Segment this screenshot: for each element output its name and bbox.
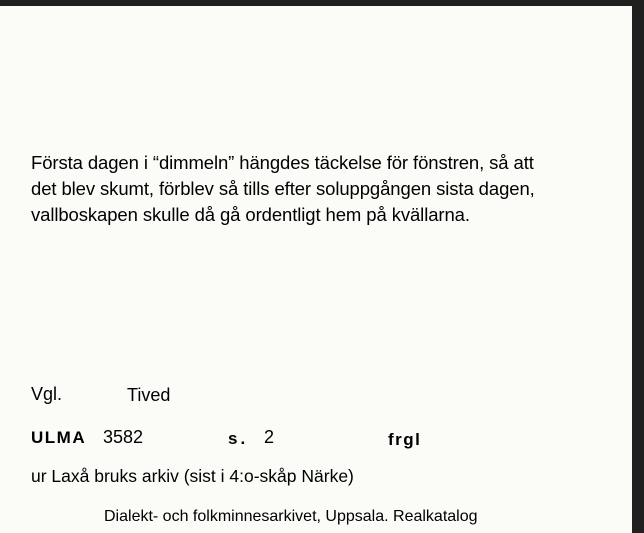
archive-card xyxy=(0,6,632,533)
body-line-1: Första dagen i “dimmeln” hängdes täckelse för fönstren, så att xyxy=(31,152,534,173)
category-code: frgl xyxy=(388,430,422,449)
archive-code: ULMA xyxy=(31,428,87,447)
source-note: ur Laxå bruks arkiv (sist i 4:o-skåp Närke) xyxy=(31,466,354,486)
card-body-text xyxy=(31,150,621,228)
page-label: s. xyxy=(228,429,249,448)
vgl-label: Vgl. xyxy=(31,384,63,404)
body-line-3: vallboskapen skulle då gå ordentligt hem på kvällarna. xyxy=(31,204,470,225)
place-name: Tived xyxy=(127,385,171,405)
card-right-edge xyxy=(632,0,644,533)
archive-footer: Dialekt- och folkminnesarkivet, Uppsala. Realkatalog xyxy=(104,508,478,525)
archive-number: 3582 xyxy=(103,427,144,447)
body-line-2: det blev skumt, förblev så tills efter soluppgången sista dagen, xyxy=(31,178,535,199)
page-number: 2 xyxy=(264,427,275,447)
